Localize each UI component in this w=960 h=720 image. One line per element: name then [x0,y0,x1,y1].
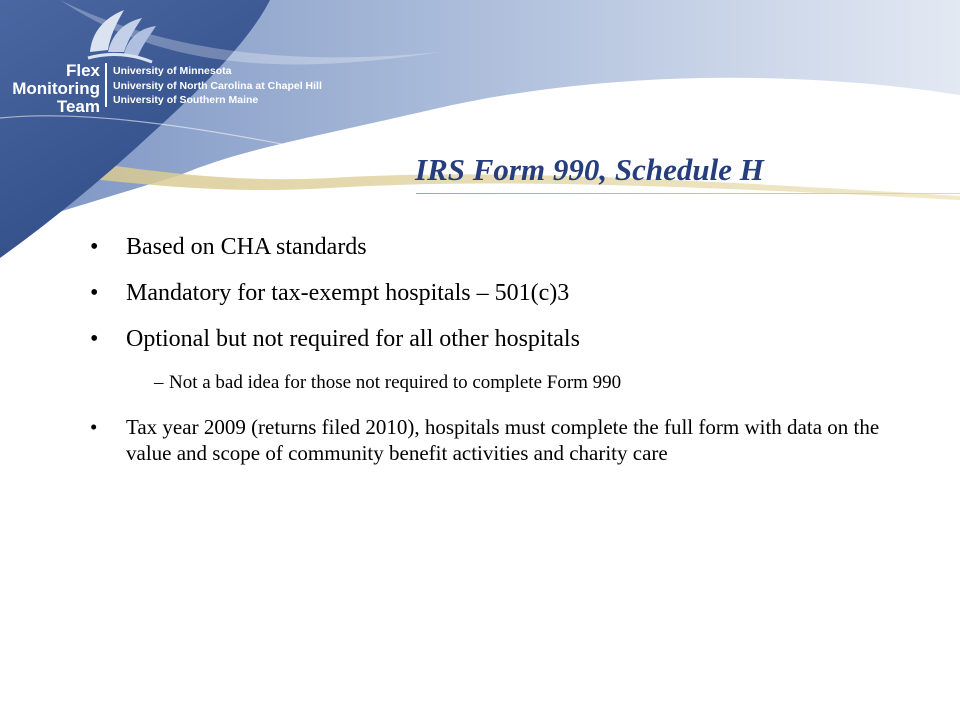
logo-text-line: Monitoring [12,79,100,98]
bullet-marker: • [90,234,99,260]
logo-text-line: Flex [65,61,100,80]
university-name: University of North Carolina at Chapel Hill [113,80,322,92]
sub-bullet-marker: – [154,372,164,393]
title-underline [416,193,960,194]
bullet-marker: • [90,280,99,306]
university-name: University of Minnesota [113,65,232,77]
bullet-marker: • [90,415,98,439]
logo [0,0,360,140]
logo-text-line: Team [56,97,100,116]
slide-title: IRS Form 990, Schedule H [415,152,764,187]
bullet-text: Tax year 2009 (returns filed 2010), hospitals must complete the full form with data on the value and scope of community benefit activities and charity care [126,415,880,465]
bullet-text: Based on CHA standards [126,234,367,260]
bullet-text: Mandatory for tax-exempt hospitals – 501(c)3 [126,280,570,306]
sub-bullet-text: Not a bad idea for those not required to complete Form 990 [169,372,622,393]
logo-divider [105,63,107,107]
bullet-text: Optional but not required for all other hospitals [126,326,580,352]
university-name: University of Southern Maine [113,94,259,106]
bullet-marker: • [90,326,99,352]
